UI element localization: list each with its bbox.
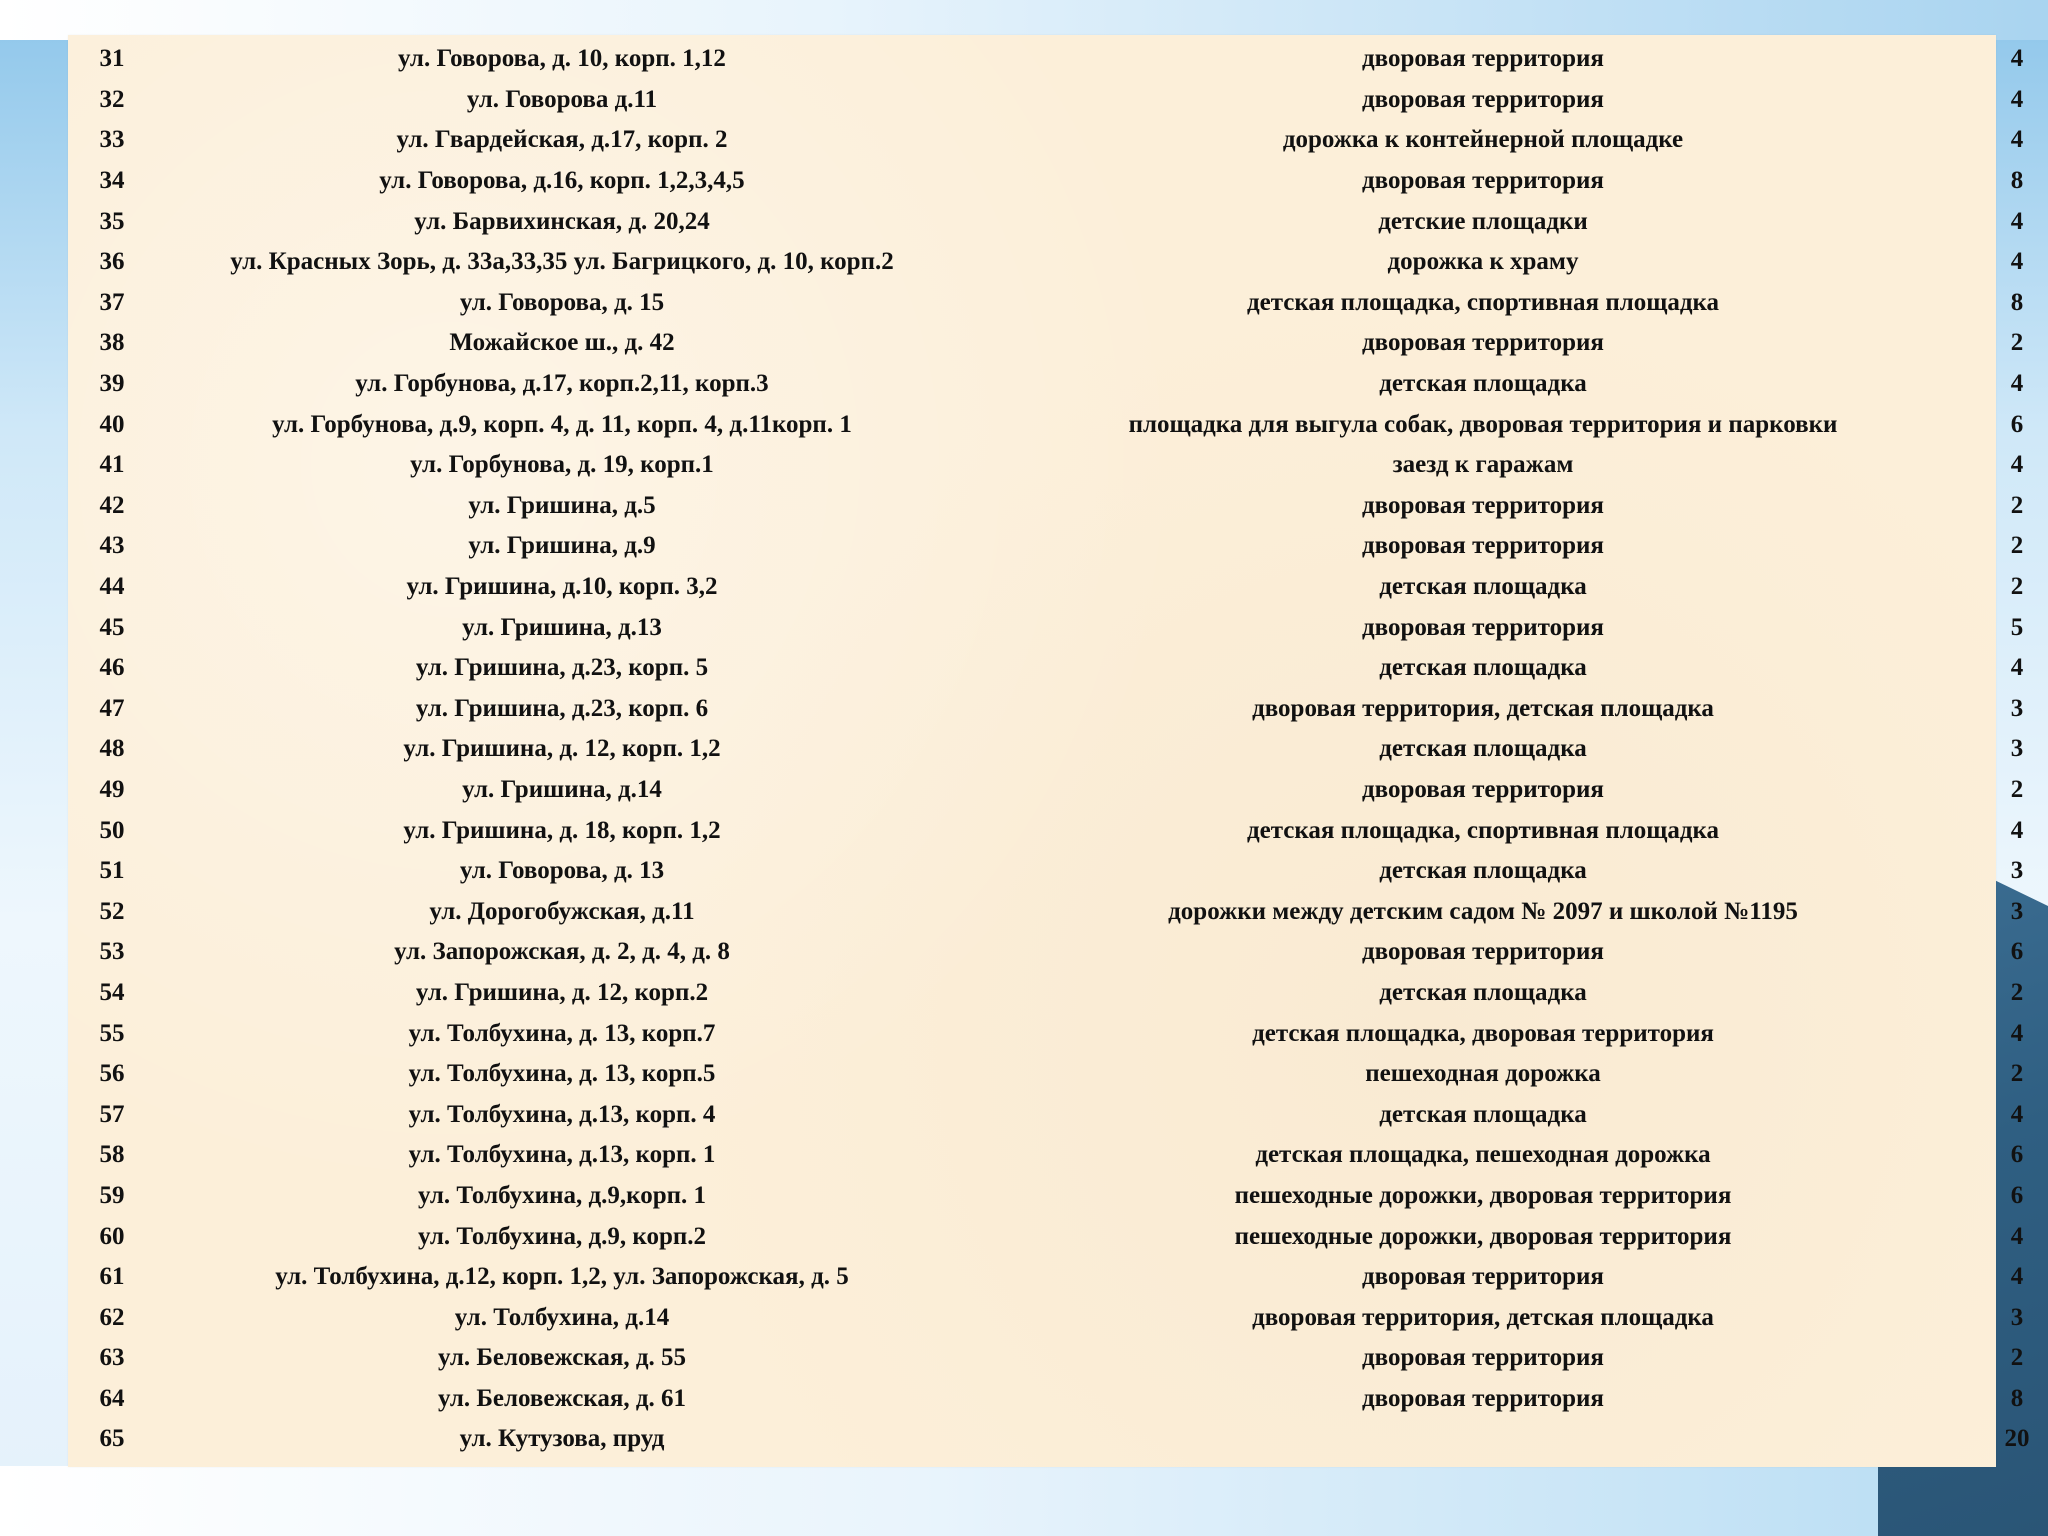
row-address: ул. Гришина, д. 12, корп.2 [415, 978, 709, 1006]
row-description: дворовая территория [1362, 167, 1604, 195]
row-description: детская площадка [1379, 573, 1587, 601]
row-count: 4 [2010, 1263, 2024, 1291]
row-address: ул. Барвихинская, д. 20,24 [414, 207, 710, 235]
row-address: ул. Толбухина, д.13, корп. 1 [408, 1141, 716, 1169]
row-number: 48 [99, 735, 125, 763]
row-count: 4 [2010, 207, 2024, 235]
row-address: ул. Беловежская, д. 61 [438, 1384, 686, 1412]
row-address: ул. Беловежская, д. 55 [438, 1344, 686, 1372]
row-description: детская площадка [1379, 857, 1587, 885]
row-count: 6 [2010, 938, 2024, 966]
row-address: ул. Гришина, д. 12, корп. 1,2 [403, 735, 721, 763]
table-row [68, 851, 2036, 892]
row-count: 4 [2010, 1100, 2024, 1128]
row-count: 6 [2010, 410, 2024, 438]
row-number: 60 [99, 1222, 125, 1250]
table-row [68, 1379, 2036, 1420]
row-number: 51 [99, 857, 125, 885]
row-description: дворовая территория [1362, 938, 1604, 966]
table-row [68, 39, 2036, 80]
row-description: детские площадки [1378, 207, 1588, 235]
row-number: 55 [99, 1019, 125, 1047]
row-number: 38 [99, 329, 125, 357]
row-address: ул. Гришина, д.9 [468, 532, 656, 560]
row-number: 36 [99, 248, 125, 276]
row-number: 34 [99, 167, 125, 195]
row-description: дворовая территория [1362, 1263, 1604, 1291]
row-number: 56 [99, 1060, 125, 1088]
row-count: 2 [2010, 329, 2024, 357]
row-count: 6 [2010, 1181, 2024, 1209]
table-row [68, 1176, 2036, 1217]
row-description: дворовая территория [1362, 613, 1604, 641]
table-row [68, 80, 2036, 121]
row-description: дорожка к контейнерной площадке [1282, 126, 1684, 154]
table-row [68, 689, 2036, 730]
table-sheet [68, 35, 2030, 1467]
row-description: детская площадка [1379, 370, 1587, 398]
row-number: 64 [99, 1384, 125, 1412]
row-address: ул. Дорогобужская, д.11 [429, 897, 695, 925]
table-row [68, 891, 2036, 932]
row-number: 58 [99, 1141, 125, 1169]
table-row [68, 567, 2036, 608]
row-address: ул. Говорова, д. 15 [459, 288, 665, 316]
row-count: 8 [2010, 288, 2024, 316]
row-number: 65 [99, 1425, 125, 1453]
row-address: ул. Толбухина, д.9,корп. 1 [417, 1181, 707, 1209]
row-number: 40 [99, 410, 125, 438]
row-address: ул. Запорожская, д. 2, д. 4, д. 8 [394, 938, 730, 966]
row-address: ул. Гришина, д.23, корп. 5 [415, 654, 709, 682]
row-address: ул. Гришина, д.10, корп. 3,2 [406, 573, 718, 601]
row-address: ул. Гришина, д.14 [462, 775, 662, 803]
row-count: 6 [2010, 1141, 2024, 1169]
table-row [68, 1094, 2036, 1135]
row-address: ул. Толбухина, д.13, корп. 4 [408, 1100, 716, 1128]
row-count: 8 [2010, 1384, 2024, 1412]
table-row [68, 120, 2036, 161]
row-count: 2 [2010, 1060, 2024, 1088]
row-number: 52 [99, 897, 125, 925]
row-address: ул. Толбухина, д. 13, корп.5 [408, 1060, 716, 1088]
row-address: ул. Горбунова, д.9, корп. 4, д. 11, корп. 4, д.11корп. 1 [272, 410, 852, 438]
row-number: 44 [99, 573, 125, 601]
row-count: 20 [2004, 1425, 2030, 1453]
row-description: пешеходные дорожки, дворовая территория [1234, 1222, 1732, 1250]
row-description: дворовая территория [1362, 532, 1604, 560]
row-count: 4 [2010, 126, 2024, 154]
row-number: 47 [99, 694, 125, 722]
table-row [68, 770, 2036, 811]
row-address: Можайское ш., д. 42 [449, 329, 675, 357]
addresses-table [68, 39, 2036, 1460]
row-number: 42 [99, 491, 125, 519]
row-description: дорожки между детским садом № 2097 и школой №1195 [1168, 897, 1798, 925]
table-row [68, 973, 2036, 1014]
background-bottom-band [0, 1466, 2048, 1536]
table-row [68, 729, 2036, 770]
row-description: дворовая территория, детская площадка [1252, 1303, 1714, 1331]
background-top-band [0, 0, 2048, 40]
table-row [68, 526, 2036, 567]
table-row [68, 607, 2036, 648]
row-count: 4 [2010, 45, 2024, 73]
table-row [68, 1013, 2036, 1054]
row-address: ул. Красных Зорь, д. 33а,33,35 ул. Багрицкого, д. 10, корп.2 [230, 248, 894, 276]
row-number: 32 [99, 85, 125, 113]
row-number: 62 [99, 1303, 125, 1331]
row-address: ул. Горбунова, д.17, корп.2,11, корп.3 [355, 370, 769, 398]
row-description: пешеходная дорожка [1365, 1060, 1601, 1088]
row-count: 4 [2010, 816, 2024, 844]
row-number: 57 [99, 1100, 125, 1128]
row-address: ул. Толбухина, д. 13, корп.7 [408, 1019, 716, 1047]
row-description: площадка для выгула собак, дворовая территория и парковки [1128, 410, 1838, 438]
row-count: 3 [2010, 857, 2024, 885]
row-number: 31 [99, 45, 125, 73]
table-row [68, 283, 2036, 324]
row-number: 35 [99, 207, 125, 235]
table-row [68, 1419, 2036, 1460]
table-row [68, 932, 2036, 973]
table-body [68, 39, 2036, 1460]
row-description: дворовая территория [1362, 85, 1604, 113]
table-row [68, 404, 2036, 445]
row-description: детская площадка [1379, 978, 1587, 1006]
row-address: ул. Гришина, д.23, корп. 6 [415, 694, 709, 722]
row-description: детская площадка, пешеходная дорожка [1255, 1141, 1711, 1169]
row-description: дворовая территория [1362, 329, 1604, 357]
row-address: ул. Гришина, д.5 [468, 491, 656, 519]
row-description: детская площадка [1379, 654, 1587, 682]
row-description: дворовая территория [1362, 775, 1604, 803]
row-number: 63 [99, 1344, 125, 1372]
row-address: ул. Гришина, д. 18, корп. 1,2 [403, 816, 721, 844]
row-address: ул. Гришина, д.13 [462, 613, 662, 641]
table-row [68, 1297, 2036, 1338]
table-row [68, 486, 2036, 527]
table-row [68, 1135, 2036, 1176]
table-row [68, 201, 2036, 242]
row-number: 41 [99, 451, 125, 479]
row-number: 43 [99, 532, 125, 560]
row-number: 54 [99, 978, 125, 1006]
row-count: 4 [2010, 85, 2024, 113]
row-description: детская площадка, дворовая территория [1252, 1019, 1714, 1047]
row-count: 2 [2010, 775, 2024, 803]
row-number: 33 [99, 126, 125, 154]
row-count: 3 [2010, 897, 2024, 925]
row-address: ул. Толбухина, д.9, корп.2 [417, 1222, 707, 1250]
row-address: ул. Говорова д.11 [466, 85, 658, 113]
table-row [68, 810, 2036, 851]
table-row [68, 648, 2036, 689]
row-address: ул. Толбухина, д.14 [454, 1303, 670, 1331]
row-description: пешеходные дорожки, дворовая территория [1234, 1181, 1732, 1209]
row-address: ул. Говорова, д.16, корп. 1,2,3,4,5 [379, 167, 745, 195]
row-number: 53 [99, 938, 125, 966]
row-address: ул. Гвардейская, д.17, корп. 2 [396, 126, 728, 154]
row-count: 2 [2010, 573, 2024, 601]
row-count: 3 [2010, 1303, 2024, 1331]
table-row [68, 323, 2036, 364]
row-count: 3 [2010, 694, 2024, 722]
row-count: 4 [2010, 654, 2024, 682]
table-row [68, 1054, 2036, 1095]
row-count: 8 [2010, 167, 2024, 195]
table-row [68, 161, 2036, 202]
row-count: 4 [2010, 248, 2024, 276]
row-description: заезд к гаражам [1392, 451, 1574, 479]
table-row [68, 1216, 2036, 1257]
row-number: 61 [99, 1263, 125, 1291]
row-description: детская площадка, спортивная площадка [1246, 288, 1720, 316]
row-number: 37 [99, 288, 125, 316]
row-number: 49 [99, 775, 125, 803]
table-row [68, 445, 2036, 486]
row-description: дворовая территория, детская площадка [1252, 694, 1714, 722]
row-address: ул. Кутузова, пруд [459, 1425, 665, 1453]
row-address: ул. Говорова, д. 10, корп. 1,12 [398, 45, 726, 73]
row-number: 39 [99, 370, 125, 398]
row-description: дворовая территория [1362, 1344, 1604, 1372]
row-description: детская площадка [1379, 735, 1587, 763]
row-count: 4 [2010, 451, 2024, 479]
row-count: 2 [2010, 532, 2024, 560]
row-description: дворовая территория [1362, 45, 1604, 73]
row-count: 4 [2010, 1019, 2024, 1047]
row-description: дворовая территория [1362, 491, 1604, 519]
row-count: 4 [2010, 370, 2024, 398]
row-count: 2 [2010, 491, 2024, 519]
row-address: ул. Говорова, д. 13 [459, 857, 665, 885]
table-row [68, 1257, 2036, 1298]
row-number: 59 [99, 1181, 125, 1209]
row-count: 5 [2010, 613, 2024, 641]
row-description: дорожка к храму [1387, 248, 1579, 276]
table-row [68, 364, 2036, 405]
row-description [968, 1419, 1998, 1460]
row-number: 46 [99, 654, 125, 682]
row-description: детская площадка [1379, 1100, 1587, 1128]
row-count: 4 [2010, 1222, 2024, 1250]
table-row [68, 1338, 2036, 1379]
row-count: 3 [2010, 735, 2024, 763]
row-count: 2 [2010, 1344, 2024, 1372]
table-row [68, 242, 2036, 283]
row-description: дворовая территория [1362, 1384, 1604, 1412]
row-count: 2 [2010, 978, 2024, 1006]
row-address: ул. Толбухина, д.12, корп. 1,2, ул. Запорожская, д. 5 [275, 1263, 849, 1291]
row-description: детская площадка, спортивная площадка [1246, 816, 1720, 844]
row-number: 50 [99, 816, 125, 844]
row-number: 45 [99, 613, 125, 641]
row-address: ул. Горбунова, д. 19, корп.1 [410, 451, 714, 479]
